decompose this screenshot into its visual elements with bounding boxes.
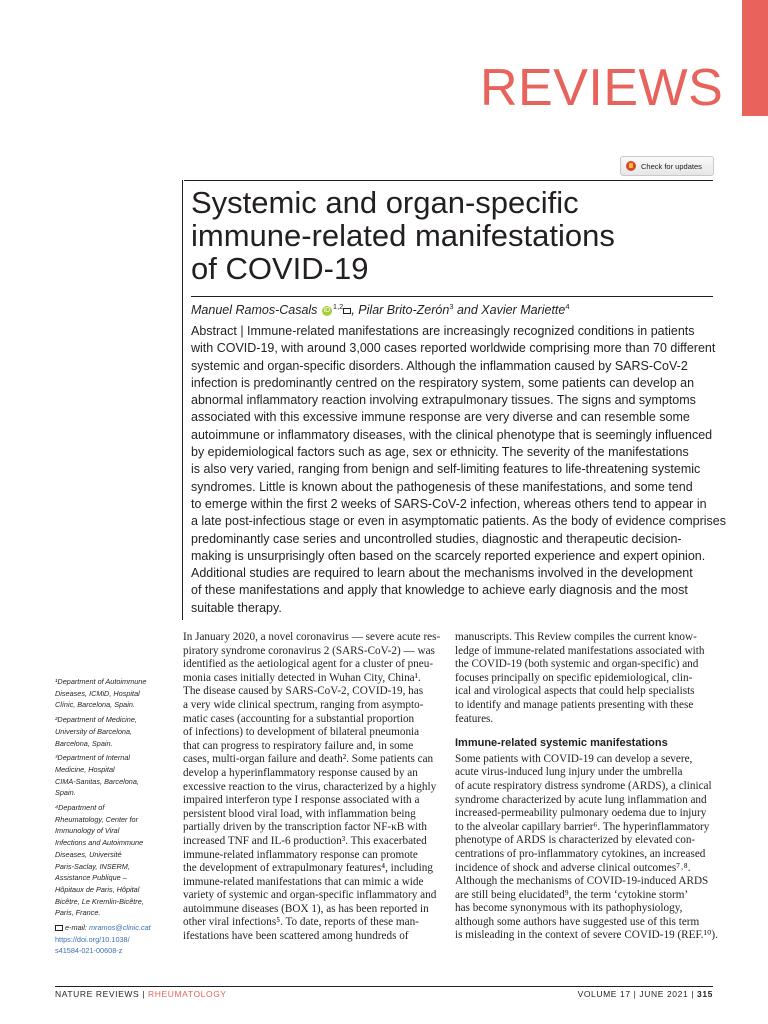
- body-text-line: excessive reaction to the virus, characterized by a highly: [183, 780, 437, 793]
- title-top-rule: [184, 180, 713, 181]
- affiliation-line: Diseases, Université: [55, 849, 122, 859]
- body-text-line: The disease caused by SARS-CoV-2, COVID-19, has: [183, 685, 424, 698]
- body-text-line: Although the mechanisms of COVID-19-induced ARDS: [455, 875, 709, 888]
- body-text-line: features.: [455, 712, 494, 725]
- abstract-line: predominantly case series and uncontrolled studies, diagnostic and therapeutic decision-: [191, 531, 682, 546]
- affiliation-line: ²Department of Medicine,: [55, 715, 137, 725]
- body-column-1: [183, 631, 443, 944]
- body-text-line: other viral infections⁵. To date, reports of these man-: [183, 916, 419, 929]
- abstract-line: infection is predominantly centred on the respiratory system, some patients can develop an: [191, 375, 695, 390]
- body-text-line: monia cases initially detected in Wuhan City, China¹.: [183, 671, 421, 684]
- abstract-line: suitable therapy.: [191, 600, 282, 615]
- body-text-line: immune-related manifestations that can mimic a wide: [183, 875, 424, 888]
- affiliation-line: Paris-Saclay, INSERM,: [55, 861, 130, 871]
- body-text-line: to the alveolar capillary barrier⁶. The hyperinflammatory: [455, 820, 710, 833]
- article-title: [191, 186, 691, 285]
- body-text-line: Some patients with COVID-19 can develop a severe,: [455, 752, 693, 765]
- affiliation-line: Hôpitaux de Paris, Hôpital: [55, 884, 140, 894]
- body-column-2: [455, 631, 718, 943]
- section-color-bar: [742, 0, 768, 116]
- affiliation-line: Spain.: [55, 788, 76, 798]
- body-text-line: persistent blood viral load, with inflammation being: [183, 807, 416, 820]
- title-left-rule: [182, 180, 183, 620]
- body-text-line: piratory syndrome coronavirus 2 (SARS-CoV-2) — was: [183, 644, 435, 657]
- body-text-line: to identify and manage patients presenting with these: [455, 698, 694, 711]
- body-text-line: centrations of pro-inflammatory cytokines, an increased: [455, 847, 706, 860]
- body-text-line: of infections) to development of bilateral pneumonia: [183, 726, 420, 739]
- body-text-line: increased-permeability pulmonary oedema due to injury: [455, 807, 707, 820]
- author-affiliation-sup: 1,2: [332, 302, 344, 311]
- affiliation-line: University of Barcelona,: [55, 726, 133, 736]
- affiliation-line: ³Department of Internal: [55, 753, 131, 763]
- footer-journal: [55, 989, 227, 999]
- email-line: [55, 922, 173, 934]
- body-text-line: manuscripts. This Review compiles the current know-: [455, 631, 697, 643]
- abstract-line: systemic and organ-specific disorders. Although the inflammation caused by SARS-CoV-2: [191, 358, 688, 373]
- abstract-line: to emerge within the first 2 weeks of SARS-CoV-2 infection, whereas others tend to appear in: [191, 496, 707, 511]
- abstract-line: associated with this excessive immune response are very diverse and can resemble some: [191, 410, 690, 425]
- orcid-icon[interactable]: iD: [323, 306, 331, 314]
- body-text-line: although some authors have suggested use of this term: [455, 915, 700, 928]
- body-text-line: acute virus-induced lung injury under the umbrella: [455, 766, 683, 779]
- body-text-line: focuses principally on specific epidemiological, clin-: [455, 671, 693, 684]
- page-number: 315: [697, 989, 713, 999]
- abstract-line: autoimmune or inflammatory diseases, with the clinical phenotype that is seemingly influenced: [191, 427, 713, 442]
- journal-name: NATURE REVIEWS |: [55, 989, 149, 999]
- body-text-line: the COVID-19 (both systemic and organ-specific) and: [455, 658, 699, 671]
- email-label: e-mail:: [65, 923, 89, 933]
- affiliation-line: Barcelona, Spain.: [55, 738, 113, 748]
- mail-icon[interactable]: [343, 308, 351, 314]
- body-text-line: In January 2020, a novel coronavirus — severe acute res-: [183, 631, 441, 643]
- doi-link[interactable]: https://doi.org/10.1038/: [55, 934, 130, 944]
- abstract-line: a late post-infectious stage or even in asymptomatic patients. As the body of evidence comprises: [191, 514, 727, 529]
- affiliation-line: ¹Department of Autoimmune: [55, 677, 147, 686]
- body-text-line: variety of systemic and organ-specific inflammatory and: [183, 889, 437, 902]
- affiliations: [55, 676, 173, 957]
- author-list: [191, 302, 711, 317]
- abstract: [191, 323, 727, 617]
- section-label: REVIEWS: [480, 59, 724, 117]
- body-text-line: autoimmune diseases (BOX 1), as has been reported in: [183, 902, 429, 915]
- footer-rule: [55, 986, 713, 987]
- author-affiliation-sup: 4: [565, 302, 570, 311]
- author-affiliation-sup: 3: [449, 302, 454, 311]
- title-line: immune-related manifestations: [191, 218, 615, 253]
- doi-link[interactable]: s41584-021-00608-z: [55, 946, 123, 956]
- crossmark-icon: [626, 161, 636, 171]
- body-text-line: identified as the aetiological agent for a cluster of pneu-: [183, 658, 434, 671]
- body-text-line: develop a hyperinflammatory response caused by an: [183, 766, 418, 779]
- body-text-line: has become synonymous with its pathophysiology,: [455, 902, 683, 915]
- affiliation-line: Clínic, Barcelona, Spain.: [55, 700, 135, 710]
- check-for-updates-button[interactable]: [620, 156, 714, 176]
- body-text-line: syndrome characterized by acute lung inflammation and: [455, 793, 707, 806]
- body-text-line: matic cases (accounting for a substantial proportion: [183, 712, 415, 725]
- title-line: of COVID-19: [191, 251, 369, 286]
- author-name: , Pilar Brito-Zerón: [351, 303, 450, 318]
- body-text-line: increased TNF and IL-6 production³. This exacerbated: [183, 834, 427, 847]
- body-text-line: cases, multi-organ failure and death². Some patients can: [183, 753, 434, 766]
- body-text-line: a very wide clinical spectrum, ranging from asympto-: [183, 698, 424, 711]
- check-for-updates-label: Check for updates: [641, 161, 702, 171]
- body-text-line: ledge of immune-related manifestations associated with: [455, 644, 705, 657]
- abstract-line: is also very varied, ranging from benign and self-limiting features to life-threatening systemic: [191, 462, 701, 477]
- abstract-line: Abstract | Immune-related manifestations are increasingly recognized conditions in patients: [191, 324, 695, 338]
- abstract-line: syndromes. Little is known about the pathogenesis of these manifestations, and some tend: [191, 479, 693, 494]
- journal-subject: RHEUMATOLOGY: [148, 989, 227, 999]
- issue-info: VOLUME 17 | JUNE 2021 |: [577, 989, 698, 999]
- body-text-line: are still being elucidated⁹, the term ‘cytokine storm’: [455, 888, 689, 901]
- affiliation-line: Assistance Publique –: [55, 873, 127, 883]
- affiliation-line: CIMA-Sanitas, Barcelona,: [55, 776, 139, 786]
- affiliation-line: Immunology of Viral: [55, 826, 120, 836]
- author-rule: [191, 296, 713, 297]
- affiliation-line: Bicêtre, Le Kremlin-Bicêtre,: [55, 896, 144, 906]
- body-text-line: is misleading in the context of severe COVID-19 (REF.¹⁰).: [455, 929, 718, 942]
- body-text-line: the development of extrapulmonary features⁴, including: [183, 862, 433, 875]
- body-text-line: phenotype of ARDS is characterized by elevated con-: [455, 834, 696, 847]
- affiliation-line: ⁴Department of: [55, 803, 105, 813]
- abstract-line: by epidemiological factors such as age, sex or ethnicity. The severity of the manifestations: [191, 445, 689, 460]
- body-text-line: incidence of shock and adverse clinical outcomes⁷˒⁸.: [455, 861, 691, 874]
- mail-icon: [55, 925, 63, 931]
- footer-issue: [560, 989, 713, 999]
- body-text-line: immune-related inflammatory response can promote: [183, 848, 418, 861]
- abstract-line: with COVID-19, with around 3,000 cases reported worldwide comprising more than 70 different: [191, 341, 716, 356]
- body-text-line: ifestations have been scattered among hundreds of: [183, 930, 409, 943]
- body-text-line: partially driven by the transcription factor NF-κB with: [183, 821, 427, 834]
- body-text-line: ical and virological aspects that could help specialists: [455, 685, 695, 698]
- abstract-line: Additional studies are required to learn about the mechanisms involved in the development: [191, 566, 693, 581]
- section-heading: Immune-related systemic manifestations: [455, 737, 668, 750]
- affiliation-line: Medicine, Hospital: [55, 764, 115, 774]
- author-name[interactable]: Manuel Ramos-Casals: [191, 303, 318, 318]
- affiliation-line: Diseases, ICMiD, Hospital: [55, 688, 140, 698]
- abstract-line: of these manifestations and apply that knowledge to achieve early diagnosis and the most: [191, 583, 688, 598]
- body-text-line: that can progress to respiratory failure and, in some: [183, 739, 414, 752]
- title-line: Systemic and organ-specific: [191, 185, 579, 220]
- affiliation-line: Paris, France.: [55, 908, 101, 918]
- abstract-line: making is unsurprisingly often based on the scarcely reported experience and expert opinion.: [191, 548, 706, 563]
- email-link[interactable]: mramos@clinic.cat: [88, 923, 151, 933]
- author-name: and Xavier Mariette: [453, 303, 566, 318]
- affiliation-line: Rheumatology, Center for: [55, 814, 139, 824]
- body-text-line: of acute respiratory distress syndrome (ARDS), a clinical: [455, 779, 712, 792]
- body-text-line: impaired interferon type I response associated with a: [183, 794, 420, 807]
- affiliation-line: Infections and Autoimmune: [55, 838, 144, 848]
- abstract-line: abnormal inflammatory reaction involving extrapulmonary tissues. The signs and symptoms: [191, 393, 696, 408]
